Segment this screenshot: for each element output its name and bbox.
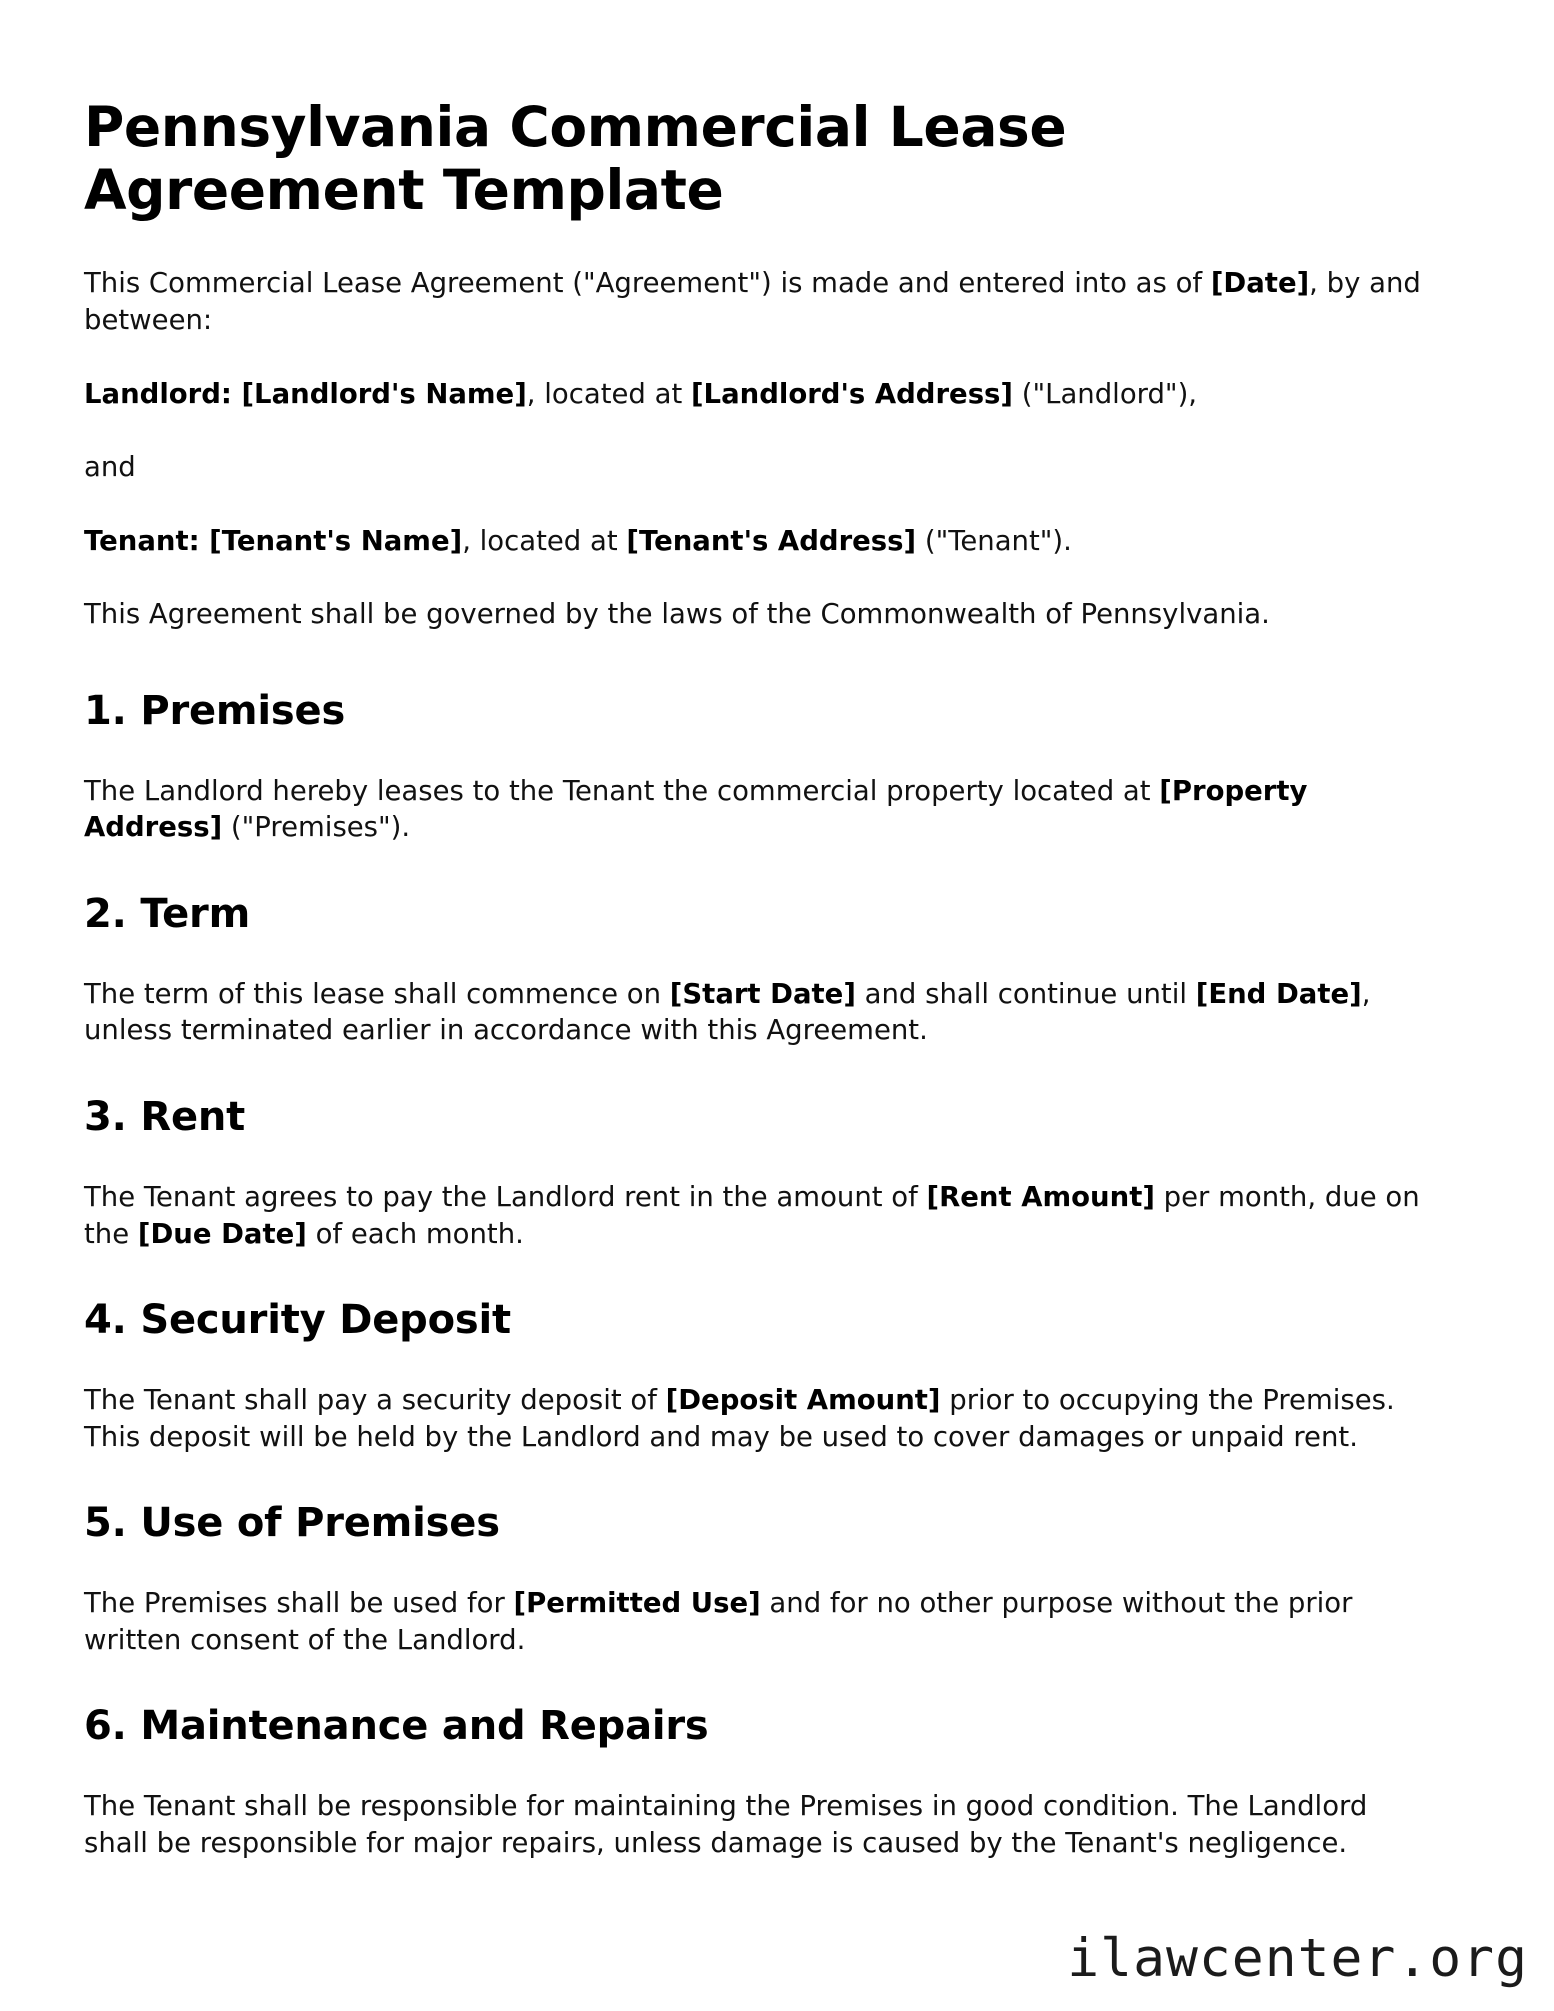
tenant-name-placeholder: Tenant: [Tenant's Name] xyxy=(84,524,463,557)
section-text-b: per month, due on the xyxy=(84,1181,1420,1250)
start-date-placeholder: [Start Date] xyxy=(669,977,856,1010)
section-body xyxy=(84,976,1424,1049)
permitted-use-placeholder: [Permitted Use] xyxy=(513,1587,761,1620)
section-heading: 4. Security Deposit xyxy=(84,1297,511,1344)
landlord-located-text: , located at xyxy=(526,377,691,410)
section-text-a: The Landlord hereby leases to the Tenant the commercial property located at xyxy=(84,774,1160,807)
document-content xyxy=(84,96,1424,1862)
section-term xyxy=(84,890,1424,1049)
watermark-ilawcenter: ilawcenter.org xyxy=(1067,1928,1528,1989)
section-text-b: and shall continue until xyxy=(855,977,1196,1010)
section-text-b: and for no other purpose without the prior written consent of the Landlord. xyxy=(84,1587,1353,1656)
section-text-a: The Tenant shall pay a security deposit of xyxy=(84,1384,666,1417)
intro-text-2: , by and between: xyxy=(84,267,1421,336)
section-text-a: The Tenant agrees to pay the Landlord rent in the amount of xyxy=(84,1181,927,1213)
landlord-paragraph xyxy=(84,376,1424,413)
end-date-placeholder: [End Date] xyxy=(1195,977,1362,1010)
tenant-paragraph xyxy=(84,523,1424,560)
section-text-c: of each month. xyxy=(306,1217,524,1250)
section-heading: 2. Term xyxy=(84,890,251,937)
section-body: The Tenant shall be responsible for maintaining the Premises in good condition. The Landlord shall be responsible for major repairs, unless damage is caused by the Tenant's negligence. xyxy=(84,1790,1368,1859)
intro-date-placeholder: [Date] xyxy=(1210,267,1310,300)
section-body xyxy=(84,1382,1424,1455)
intro-text-1: This Commercial Lease Agreement ("Agreement") is made and entered into as of xyxy=(84,267,1211,300)
section-text-b: ("Premises"). xyxy=(222,811,411,844)
section-heading: 5. Use of Premises xyxy=(84,1500,500,1547)
tenant-located-text: , located at xyxy=(462,524,627,557)
section-body xyxy=(84,1585,1424,1658)
section-heading: 3. Rent xyxy=(84,1094,246,1140)
section-text-a: The Premises shall be used for xyxy=(84,1587,514,1620)
landlord-tail-text: ("Landlord"), xyxy=(1013,377,1198,410)
intro-block xyxy=(84,265,1424,632)
governing-law-paragraph: This Agreement shall be governed by the laws of the Commonwealth of Pennsylvania. xyxy=(84,598,1270,631)
section-use-of-premises xyxy=(84,1499,1424,1658)
landlord-address-placeholder: [Landlord's Address] xyxy=(690,377,1013,410)
section-heading: 1. Premises xyxy=(84,687,346,734)
section-rent xyxy=(84,1093,1424,1252)
section-text-b: prior to occupying the Premises. This deposit will be held by the Landlord and may be used to cover damages or unpaid rent. xyxy=(84,1384,1395,1453)
page-title: Pennsylvania Commercial Lease Agreement Template xyxy=(84,95,1067,222)
due-date-placeholder: [Due Date] xyxy=(137,1217,307,1250)
section-text-a: The term of this lease shall commence on xyxy=(84,977,670,1010)
tenant-address-placeholder: [Tenant's Address] xyxy=(626,524,917,557)
intro-paragraph xyxy=(84,265,1424,338)
section-premises xyxy=(84,687,1424,846)
section-maintenance-and-repairs xyxy=(84,1702,1424,1861)
tenant-tail-text: ("Tenant"). xyxy=(916,524,1072,557)
rent-amount-placeholder: [Rent Amount] xyxy=(926,1181,1155,1213)
section-body xyxy=(84,773,1424,846)
section-security-deposit xyxy=(84,1296,1424,1455)
and-paragraph: and xyxy=(84,451,136,484)
section-heading: 6. Maintenance and Repairs xyxy=(84,1703,709,1750)
section-text-c: , unless terminated earlier in accordance with this Agreement. xyxy=(84,977,1371,1047)
property-address-placeholder: [Property Address] xyxy=(84,774,1308,844)
section-body xyxy=(84,1179,1424,1252)
deposit-amount-placeholder: [Deposit Amount] xyxy=(665,1384,941,1417)
landlord-name-placeholder: Landlord: [Landlord's Name] xyxy=(84,377,527,410)
